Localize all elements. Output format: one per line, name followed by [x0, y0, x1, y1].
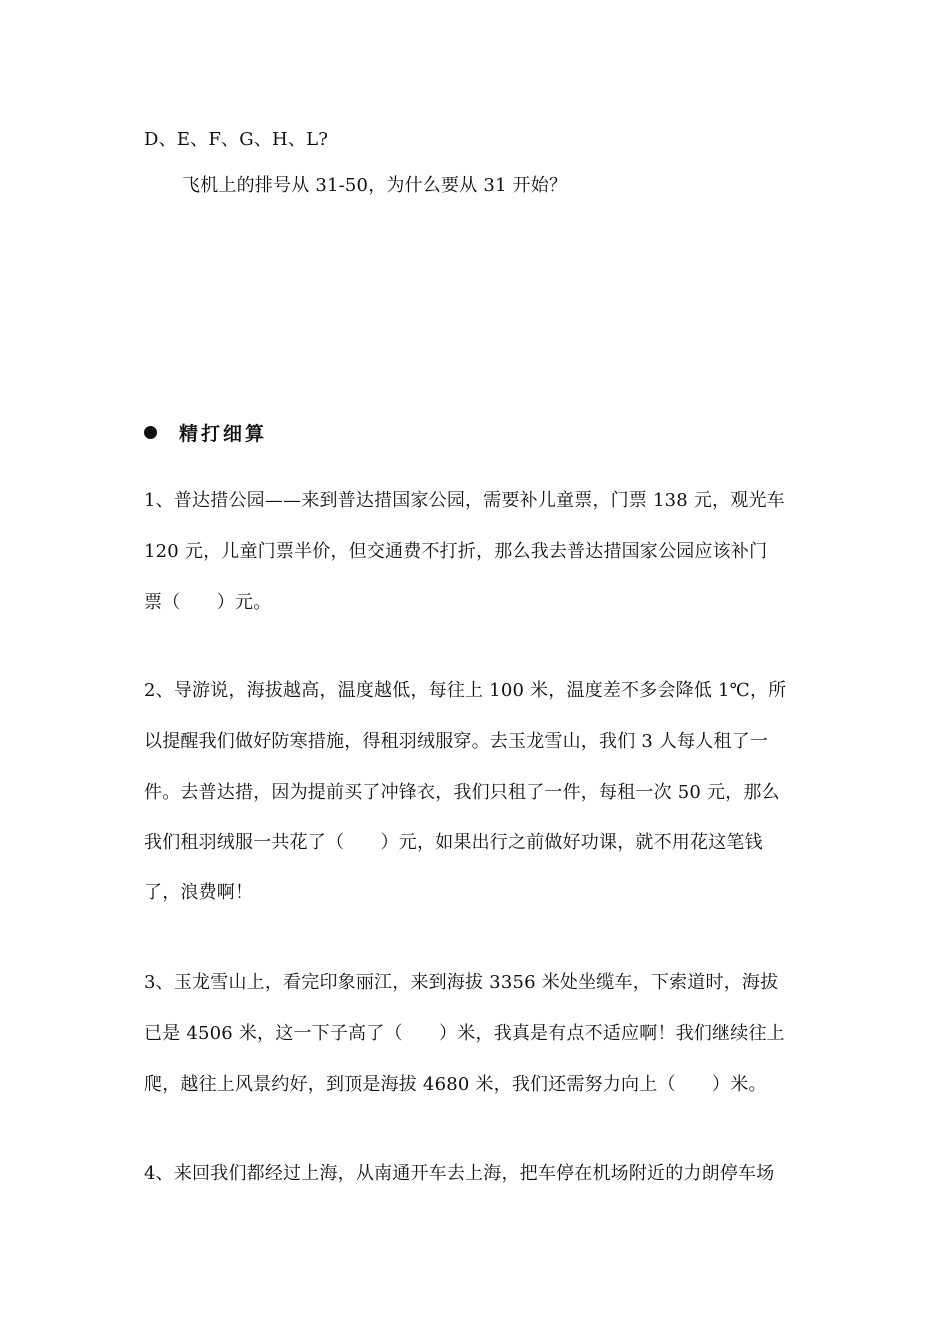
question-line: 已是 4506 米，这一下子高了（ ）米，我真是有点不适应啊！我们继续往上: [144, 1023, 785, 1044]
question-line: 3、玉龙雪山上，看完印象丽江，来到海拔 3356 米处坐缆车，下索道时，海拔: [144, 972, 779, 993]
question-line: 以提醒我们做好防寒措施，得租羽绒服穿。去玉龙雪山，我们 3 人每人租了一: [144, 731, 769, 752]
section-heading: [144, 420, 267, 444]
options-line: D、E、F、G、H、L?: [144, 129, 329, 150]
bullet-icon: [144, 426, 157, 439]
question-line: 我们租羽绒服一共花了（ ）元，如果出行之前做好功课，就不用花这笔钱: [144, 832, 763, 853]
question-line: 件。去普达措，因为提前买了冲锋衣，我们只租了一件，每租一次 50 元，那么: [144, 782, 780, 803]
question-line: 票（ ）元。: [144, 592, 272, 613]
question-line: 爬，越往上风景约好，到顶是海拔 4680 米，我们还需努力向上（ ）米。: [144, 1074, 767, 1095]
section-title: 精打细算: [179, 422, 268, 445]
question-line: 120 元，儿童门票半价，但交通费不打折，那么我去普达措国家公园应该补门: [144, 541, 768, 562]
question-row-number: 飞机上的排号从 31-50，为什么要从 31 开始？: [182, 175, 568, 196]
question-line: 2、导游说，海拔越高，温度越低，每往上 100 米，温度差不多会降低 1℃，所: [144, 680, 787, 701]
question-line: 4、来回我们都经过上海，从南通开车去上海，把车停在机场附近的力朗停车场: [144, 1163, 775, 1184]
question-line: 了，浪费啊！: [144, 882, 254, 903]
question-line: 1、普达措公园——来到普达措国家公园，需要补儿童票，门票 138 元，观光车: [144, 490, 785, 511]
